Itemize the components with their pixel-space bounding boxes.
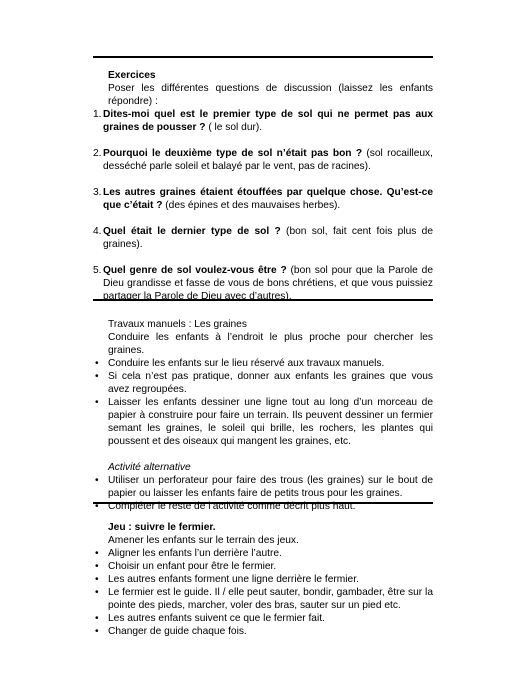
bullet-icon: • (95, 397, 99, 408)
jeu-section (93, 521, 433, 638)
exercices-heading: Exercices (108, 70, 156, 81)
question-answer: ( le sol dur). (205, 122, 263, 133)
list-item: • Les autres enfants forment une ligne derrière le fermier. (95, 574, 359, 585)
list-item: • Utiliser un perforateur pour faire des trous (les graines) sur le bout de papier ou laisser les enfants faire de petits trous pour les graines. (95, 475, 433, 499)
question-item (93, 264, 433, 303)
bullet-icon: • (95, 613, 99, 624)
question-text: Quel genre de sol voulez-vous être ? (103, 265, 287, 276)
question-number: 4. (93, 226, 102, 237)
question-text: Dites-moi quel est le premier type de sol qui ne permet pas aux graines de pousser ? (103, 109, 433, 133)
bullet-icon: • (95, 548, 99, 559)
question-number: 3. (93, 187, 102, 198)
question-item (93, 108, 433, 134)
list-item: • Laisser les enfants dessiner une ligne tout au long d’un morceau de papier à construire pour faire un terrain. Ils peuvent dessiner un fermier semant les graines, le soleil qui brille, les rochers, les plantes qui poussent et des oiseaux qui mangent les graines, etc. (95, 397, 433, 447)
question-item (93, 186, 433, 212)
question-text: Quel était le dernier type de sol ? (103, 226, 281, 237)
question-answer: (des épines et des mauvaises herbes). (162, 200, 341, 211)
list-item: • Conduire les enfants sur le lieu réservé aux travaux manuels. (95, 358, 385, 369)
travaux-section (93, 318, 433, 513)
bullet-icon: • (95, 475, 99, 486)
question-item (93, 225, 433, 251)
bullet-icon: • (95, 587, 99, 598)
exercices-section (93, 69, 433, 303)
bullet-icon: • (95, 561, 99, 572)
question-answer: (bon sol, fait cent fois plus de graines). (103, 226, 433, 250)
question-number: 1. (93, 109, 102, 120)
question-number: 5. (93, 265, 102, 276)
question-number: 2. (93, 148, 102, 159)
question-text: Les autres graines étaient étouffées par quelque chose. Qu’est-ce que c’était ? (103, 187, 433, 211)
jeu-bullet-list (93, 547, 433, 638)
list-item: • Si cela n’est pas pratique, donner aux enfants les graines que vous avez regroupées. (95, 371, 433, 395)
question-answer: (sol rocailleux, desséché parle soleil et balayé par le vent, pas de racines). (103, 148, 433, 172)
alternative-activity-heading: Activité alternative (108, 462, 191, 473)
bullet-icon: • (95, 371, 99, 382)
bullet-icon: • (95, 574, 99, 585)
travaux-heading: Travaux manuels : Les graines (108, 319, 247, 330)
jeu-heading: Jeu : suivre le fermier. (108, 522, 216, 533)
travaux-bullet-list (93, 357, 433, 448)
bullet-icon: • (95, 358, 99, 369)
question-text: Pourquoi le deuxième type de sol n’était pas bon ? (103, 148, 363, 159)
exercices-intro: Poser les différentes questions de discussion (laissez les enfants répondre) : (108, 83, 433, 107)
list-item: • Compléter le reste de l’activité comme décrit plus haut. (95, 501, 356, 512)
bullet-icon: • (95, 501, 99, 512)
jeu-intro: Amener les enfants sur le terrain des jeux. (108, 535, 299, 546)
section-divider (93, 299, 433, 301)
list-item: • Choisir un enfant pour être le fermier. (95, 561, 277, 572)
question-item (93, 147, 433, 173)
list-item: • Le fermier est le guide. Il / elle peut sauter, bondir, gambader, être sur la pointe des pieds, marcher, voler des bras, sauter sur un pied etc. (95, 587, 433, 611)
travaux-intro: Conduire les enfants à l’endroit le plus proche pour chercher les graines. (108, 332, 433, 356)
question-answer: (bon sol pour que la Parole de Dieu grandisse et fasse de vous de bons chrétiens, et que vous puissiez partager la Parole de Dieu avec d’autres). (103, 265, 433, 302)
section-divider (93, 502, 433, 504)
alternative-bullet-list (93, 474, 433, 513)
list-item: • Aligner les enfants l’un derrière l’autre. (95, 548, 282, 559)
list-item: • Les autres enfants suivent ce que le fermier fait. (95, 613, 325, 624)
section-divider (93, 56, 433, 58)
list-item: • Changer de guide chaque fois. (95, 626, 247, 637)
bullet-icon: • (95, 626, 99, 637)
